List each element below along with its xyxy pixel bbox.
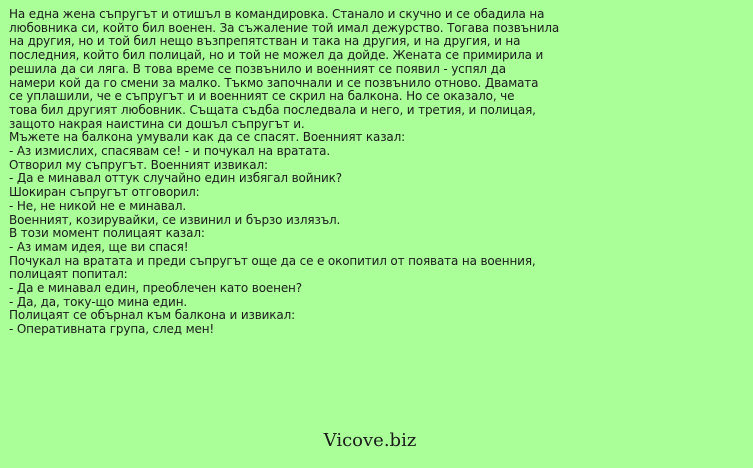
text-line: Шокиран съпругът отговорил:	[9, 185, 200, 200]
text-line: последния, който бил полицай, но и той не можел да дойде. Жената се примирила и	[9, 48, 544, 63]
text-line: решила да си ляга. В това време се позвънило и военният се появил - успял да	[9, 61, 506, 76]
text-line: на другия, но и той бил нещо възпрепятстван и така на другия, и на другия, и на	[9, 34, 521, 49]
text-line: това бил другият любовник. Същата съдба последвала и него, и третия, и полицая,	[9, 102, 536, 117]
text-line: защото накрая наистина си дошъл съпругът и.	[9, 116, 305, 131]
text-line: - Оперативната група, след мен!	[9, 322, 215, 337]
text-line: Полицаят се обърнал към балкона и извикал:	[9, 308, 295, 323]
site-watermark: Vicove.biz	[323, 430, 417, 451]
text-line: На една жена съпругът и отишъл в командировка. Станало и скучно и се обадила на	[9, 7, 545, 21]
text-line: любовника си, който бил военен. За съжаление той имал дежурство. Тогава позвънила	[9, 20, 560, 35]
text-line: Военният, козирувайки, се извинил и бързо излязъл.	[9, 212, 341, 227]
text-line: - Да, да, току-що мина един.	[9, 294, 188, 309]
text-line: В този момент полицаят казал:	[9, 226, 205, 241]
text-line: - Да е минавал един, преоблечен като военен?	[9, 281, 302, 296]
joke-text	[9, 8, 747, 337]
text-line: - Да е минавал оттук случайно един избягал войник?	[9, 171, 343, 186]
text-line: намери кой да го смени за малко. Тъкмо започнали и се позвънило отново. Двамата	[9, 75, 539, 90]
text-line: Почукал на вратата и преди съпругът още да се е окопитил от появата на военния,	[9, 253, 536, 268]
text-line: Мъжете на балкона умували как да се спасят. Военният казал:	[9, 130, 406, 145]
text-line: - Аз имам идея, ще ви спася!	[9, 239, 189, 254]
text-line: Отворил му съпругът. Военният извикал:	[9, 157, 268, 172]
text-line: - Аз измислих, спасявам се! - и почукал на вратата.	[9, 144, 331, 159]
text-line: се уплашили, че е съпругът и и военният се скрил на балкона. Но се оказало, че	[9, 89, 515, 104]
text-line: - Не, не никой не е минавал.	[9, 198, 187, 213]
text-line: полицаят попитал:	[9, 267, 128, 282]
